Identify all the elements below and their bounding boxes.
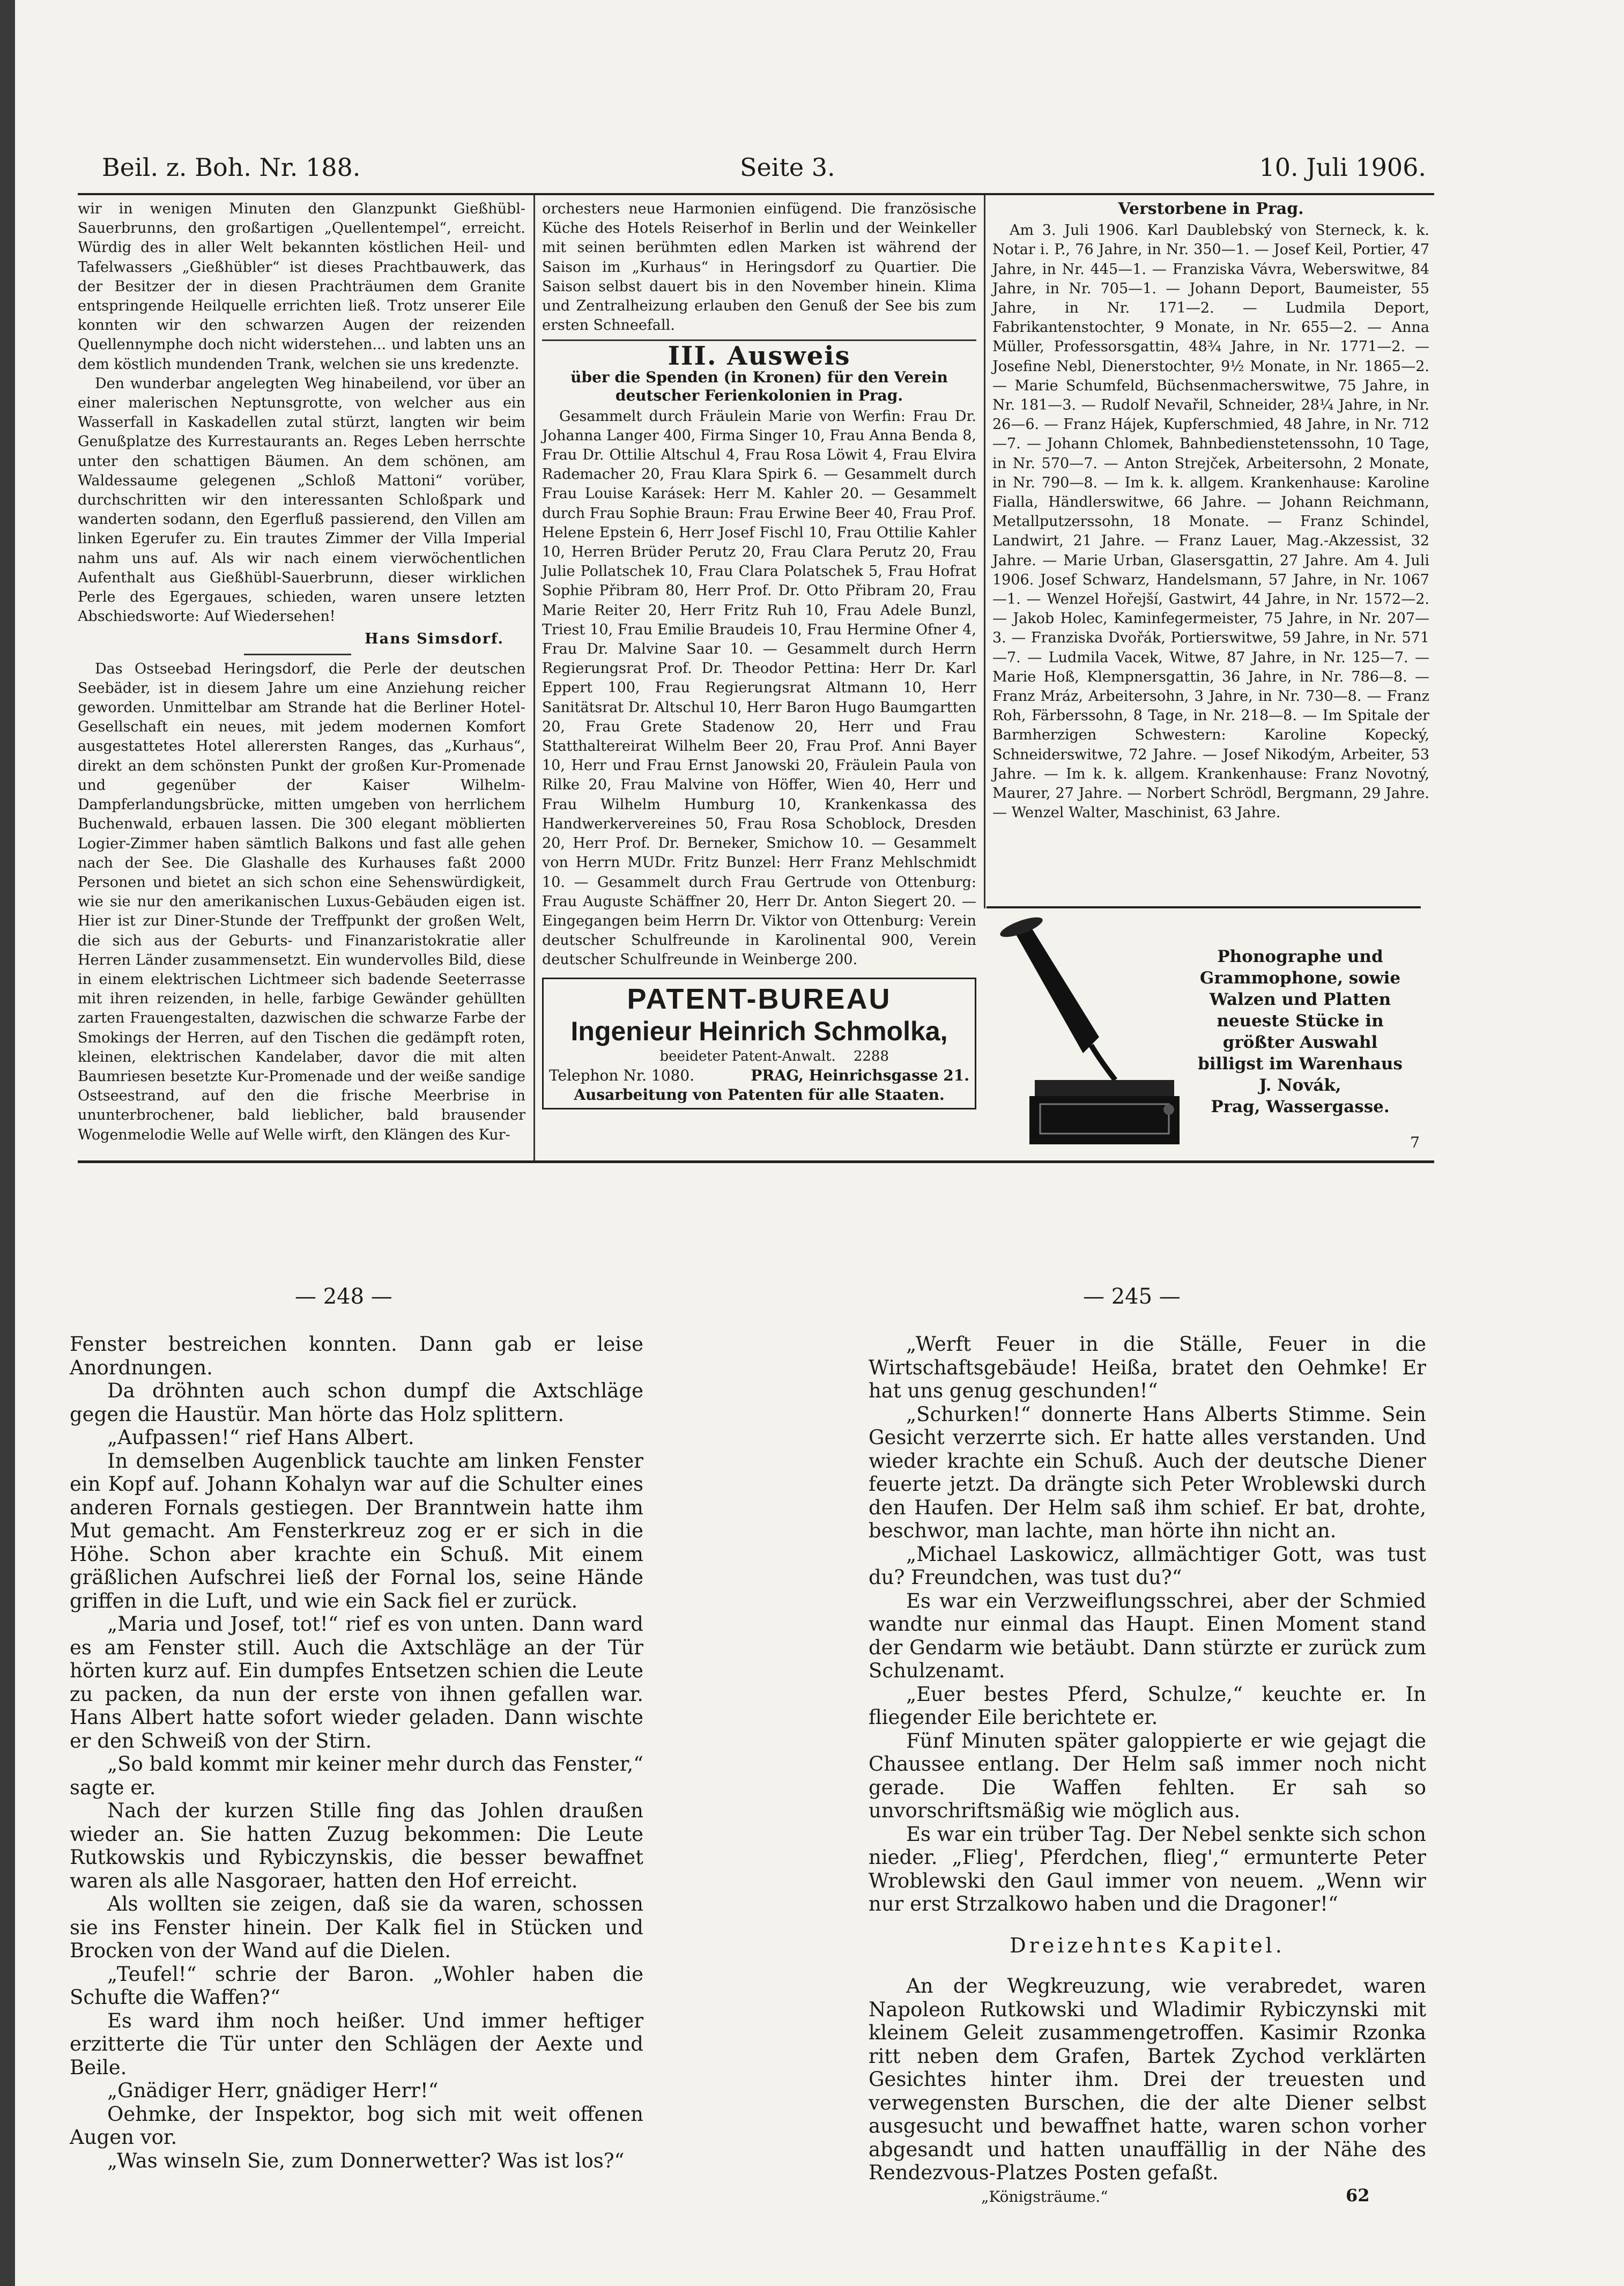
page-number-right: — 245 — xyxy=(1083,1284,1181,1309)
article-paragraph: Das Ostseebad Heringsdorf, die Perle der deutschen Seebäder, ist in diesem Jahre um eine Anziehung reicher geworden. Unmittelbar am Strande hat die Berliner Hotel-Gesellschaft ein neues, mit jedem modernen Komfort ausgestattetes Hotel allerersten Ranges, das „Kurhaus“, direkt an dem schönsten Punkt der großen Kur-Promenade und gegenüber der Kaiser Wilhelm-Dampferlandungsbrücke, mitten umgeben von herrlichem Buchenwald, erbauen lassen. Die 300 elegant möblierten Logier-Zimmer haben sämtlich Balkons und fast alle gehen nach der See. Die Glashalle des Kurhauses faßt 2000 Personen und bietet an sich schon eine Sehenswürdigkeit, wie sie nur den amerikanischen Luxus-Gebäuden eigen ist. Hier ist zur Diner-Stunde der Treffpunkt der großen Welt, die sich aus der Geburts- und Finanzaristokratie aller Herren Länder zusammensetzt. Ein wundervolles Bild, diese in einem elektrischen Lichtmeer sich badende Seeterrasse mit ihren reizenden, in helle, farbige Gewänder gehüllten zarten Frauengestalten, dazwischen die schwarze Farbe der Smokings der Herren, auf den Tischen die gedämpft roten, kleinen, elektrischen Kandelaber, davor die mit alten Baumriesen besetzte Kur-Promenade und der weiße sandige Ostseestrand, auf den die frische Meerbrise in ununterbrochener, bald lieblicher, bald brausender Wogenmelodie Welle auf Welle wirft, den Klängen des Kur- xyxy=(78,660,525,1143)
article-paragraph: Den wunderbar angelegten Weg hinabeilend, vor über an einer malerischen Neptunsgrotte, von welcher aus ein Wasserfall in Kaskadellen zutal stürzt, langten wir beim Genußplatze des Kurrestaurants an. Reges Leben herrschte unter den schattigen Bäumen. An dem schönen, am Waldessaume gelegenen „Schloß Mattoni“ vorüber, durchschritten wir den interessanten Schloßpark und wanderten sodann, den Egerfluß passierend, den Villen am linken Egerufer zu. Ein trautes Zimmer der Villa Imperial nahm uns auf. Als wir nach einem vierwöchentlichen Aufenthalt aus Gießhübl-Sauerbrunn, dieser wirklichen Perle des Egergaues, schieden, waren unsere letzten Abschiedsworte: Auf Wiedersehen! xyxy=(78,375,525,625)
novel-paragraph: Oehmke, der Inspektor, bog sich mit weit offenen Augen vor. xyxy=(70,2102,643,2149)
novel-paragraph: Es war ein trüber Tag. Der Nebel senkte sich schon nieder. „Flieg', Pferdchen, flieg',“ ermunterte Peter Wroblewski den Gaul immer von neuem. „Wenn wir nur erst Strzalkowo haben und die Dragoner!“ xyxy=(869,1822,1426,1915)
header-right: 10. Juli 1906. xyxy=(1259,153,1426,182)
deaths-title: Verstorbene in Prag. xyxy=(1118,199,1304,218)
ad-subtitle: beeideter Patent-Anwalt. 2288 xyxy=(659,1048,889,1064)
article-signature: Hans Simsdorf. xyxy=(365,631,504,648)
novel-paragraph: „Teufel!“ schrie der Baron. „Wohler haben die Schufte die Waffen?“ xyxy=(70,1962,643,2009)
novel-paragraph: „Was winseln Sie, zum Donnerwetter? Was ist los?“ xyxy=(107,2149,625,2172)
column-3 xyxy=(992,199,1429,902)
novel-paragraph: Es war ein Verzweiflungsschrei, aber der Schmied wandte nur einmal das Haupt. Einen Moment stand der Gendarm wie betäubt. Dann stürzte er zurück zum Schulzenamt. xyxy=(869,1589,1426,1682)
ad-code: 2288 xyxy=(853,1048,889,1064)
column-rule xyxy=(984,195,985,908)
novel-paragraph: Nach der kurzen Stille fing das Johlen draußen wieder an. Sie hatten Zuzug bekommen: Die Leute Rutkowskis und Rybiczynskis, die besser bewaffnet waren als alle Nasgoraer, hatten den Hof erreicht. xyxy=(70,1799,643,1892)
header-center: Seite 3. xyxy=(740,153,835,182)
novel-paragraph: „Schurken!“ donnerte Hans Alberts Stimme. Sein Gesicht verzerrte sich. Er hatte alles verstanden. Und wieder krachte ein Schuß. Auch der deutsche Diener feuerte jetzt. Da drängte sich Peter Wroblewski durch den Haufen. Der Helm saß ihm schief. Er bat, drohte, beschwor, man lachte, man hörte ihn nicht an. xyxy=(869,1402,1426,1542)
deaths-list: Am 3. Juli 1906. Karl Daublebský von Sterneck, k. k. Notar i. P., 76 Jahre, in Nr. 350—1. — Josef Keil, Portier, 47 Jahre, in Nr. 445—1. — Franziska Vávra, Weberswitwe, 84 Jahre, in Nr. 705—1. — Johann Deport, Baumeister, 55 Jahre, in Nr. 171—2. — Ludmila Deport, Fabrikantenstochter, 9 Monate, in Nr. 655—2. — Anna Müller, Professorsgattin, 48¾ Jahre, in Nr. 1771—2. — Josefine Nebl, Dienerstochter, 9½ Monate, in Nr. 1865—2. — Marie Schumfeld, Büchsenmacherswitwe, 75 Jahre, in Nr. 181—3. — Rudolf Nevařil, Schneider, 28¼ Jahre, in Nr. 26—6. — Franz Hájek, Kupferschmied, 48 Jahre, in Nr. 712—7. — Johann Chlomek, Bahnbedienstetenssohn, 10 Tage, in Nr. 570—7. — Anton Strejček, Arbeitersohn, 2 Monate, in Nr. 790—8. — Im k. k. allgem. Krankenhause: Karoline Fialla, Händlerswitwe, 66 Jahre. — Johann Reichmann, Metallputzerssohn, 18 Monate. — Franz Schindel, Landwirt, 21 Jahre. — Franz Lauer, Mag.-Akzessist, 32 Jahre. — Marie Urban, Glasersgattin, 27 Jahre. Am 4. Juli 1906. Josef Schwarz, Handelsmann, 57 Jahre, in Nr. 1067—1. — Wenzel Hořejší, Gastwirt, 44 Jahre, in Nr. 1572—2. — Jakob Holec, Kaminfegermeister, 75 Jahre, in Nr. 207—3. — Franziska Dvořák, Portierswitwe, 59 Jahre, in Nr. 571—7. — Ludmila Vacek, Witwe, 87 Jahre, in Nr. 125—7. — Marie Hoß, Klempnersgattin, 36 Jahre, in Nr. 786—8. — Franz Mráz, Arbeitersohn, 3 Jahre, in Nr. 730—8. — Franz Roh, Färberssohn, 8 Tage, in Nr. 218—8. — Im Spitale der Barmherzigen Schwestern: Karoline Kopecký, Schneiderswitwe, 72 Jahre. — Josef Nikodým, Arbeiter, 53 Jahre. — Im k. k. allgem. Krankenhause: Franz Novotný, Maurer, 27 Jahre. — Norbert Schrödl, Bergmann, 29 Jahre. — Wenzel Walter, Maschinist, 63 Jahre. xyxy=(992,222,1429,822)
column-2 xyxy=(542,199,976,1157)
novel-paragraph: Fenster bestreichen konnten. Dann gab er leise Anordnungen. xyxy=(70,1333,643,1379)
page-number-left: — 248 — xyxy=(295,1284,392,1309)
column-1 xyxy=(78,199,525,1157)
novel-paragraph: „Werft Feuer in die Ställe, Feuer in die Wirtschaftsgebäude! Heißa, bratet den Oehmke! Er hat uns genug geschunden!“ xyxy=(869,1333,1426,1402)
footer-title: „Königsträume.“ xyxy=(981,2188,1108,2206)
novel-page-248 xyxy=(70,1333,643,2172)
divider xyxy=(244,654,351,655)
ad-name: Ingenieur Heinrich Schmolka, xyxy=(570,1016,948,1046)
scan-edge xyxy=(0,0,15,2286)
ausweis-text: Gesammelt durch Fräulein Marie von Werfin: Frau Dr. Johanna Langer 400, Firma Singer 10, Frau Anna Benda 8, Frau Dr. Ottilie Altschul 4, Frau Rosa Löwit 4, Frau Elvira Rademacher 20, Frau Klara Spirk 6. — Gesammelt durch Frau Louise Karásek: Herr M. Kahler 20. — Gesammelt durch Frau Sophie Braun: Frau Erwine Beer 40, Frau Prof. Helene Epstein 6, Herr Josef Fischl 10, Frau Ottilie Kahler 10, Herren Brüder Perutz 20, Frau Clara Perutz 20, Frau Julie Pollatschek 10, Frau Clara Polatschek 5, Frau Hofrat Sophie Přibram 80, Herr Prof. Dr. Otto Přibram 20, Frau Marie Reiter 20, Herr Fritz Ruh 10, Frau Adele Bunzl, Triest 10, Frau Emilie Braudeis 10, Frau Hermine Ofner 4, Frau Dr. Malvine Saar 10. — Gesammelt durch Herrn Regierungsrat Prof. Dr. Theodor Pettina: Herr Dr. Karl Eppert 100, Frau Regierungsrat Altmann 10, Herr Sanitätsrat Dr. Altschul 10, Herr Baron Hugo Baumgartten 20, Frau Grete Stadenow 20, Herr und Frau Statthaltereirat Wilhelm Beer 20, Frau Prof. Anni Bayer 10, Herr und Frau Ernst Janowski 20, Fräulein Paula von Rilke 20, Frau Malvine von Höffer, Wien 40, Herr und Frau Wilhelm Humburg 10, Krankenkassa des Handwerkervereines 50, Frau Rosa Schoblock, Dresden 20, Herr Prof. Dr. Berneker, Smichow 10. — Gesammelt von Herrn MUDr. Fritz Bunzel: Herr Franz Mehlschmidt 10. — Gesammelt durch Frau Gertrude von Ottenburg: Frau Auguste Schäffner 20, Herr Dr. Anton Siegert 20. — Eingegangen beim Herrn Dr. Viktor von Ottenburg: Verein deutscher Schulfreunde in Karolinental 900, Verein deutscher Schulfreunde in Weinberge 200. xyxy=(542,408,976,968)
article-paragraph: wir in wenigen Minuten den Glanzpunkt Gießhübl-Sauerbrunns, den großartigen „Quellentempel“, erreicht. Würdig des in aller Welt bekannten köstlichen Heil- und Tafelwassers „Gießhübler“ ist dieses Prachtbauwerk, das der Besitzer der in diesen Prachträumen dem Granite entspringende Heilquelle errichten ließ. Trotz unserer Eile konnten wir den schwarzen Augen der reizenden Quellennymphe doch nicht widerstehen... und labten uns an dem köstlich mundenden Trank, welchen sie uns kredenzte. xyxy=(78,201,525,373)
ad-slogan: Ausarbeitung von Patenten für alle Staaten. xyxy=(574,1085,945,1104)
ad-title: PATENT-BUREAU xyxy=(627,982,892,1015)
ad-contact xyxy=(549,1066,969,1085)
novel-paragraph: Als wollten sie zeigen, daß sie da waren, schossen sie ins Fenster hinein. Der Kalk fiel in Stücken und Brocken von der Wand auf die Dielen. xyxy=(70,1892,643,1962)
novel-paragraph: „Gnädiger Herr, gnädiger Herr!“ xyxy=(107,2079,439,2102)
gramophone-ad xyxy=(987,906,1421,1182)
ad-number: 7 xyxy=(1410,1134,1420,1151)
novel-paragraph: „Euer bestes Pferd, Schulze,“ keuchte er. In fliegender Eile berichtete er. xyxy=(869,1682,1426,1729)
gramophone-ad-text: Phonographe und Grammophone, sowie Walzen und Platten neueste Stücke in größter Auswahl billigst im Warenhaus J. Novák, Prag, Wassergasse. xyxy=(1198,947,1403,1116)
article-paragraph: orchesters neue Harmonien einfügend. Die französische Küche des Hotels Reiserhof in Berlin und der Weinkeller mit seinen berühmten edlen Marken ist während der Saison im „Kurhaus“ in Heringsdorf zu Quartier. Die Saison selbst dauert bis in den November hinein. Klima und Zentralheizung erlauben den Genuß der See bis zum ersten Schneefall. xyxy=(542,201,976,334)
novel-paragraph: „Maria und Josef, tot!“ rief es von unten. Dann ward es am Fenster still. Auch die Axtschläge an der Tür hörten kurz auf. Ein dumpfes Entsetzen schien die Leute zu packen, da nun der erste von ihnen gefallen war. Hans Albert hatte sofort wieder geladen. Dann wischte er den Schweiß von der Stirn. xyxy=(70,1612,643,1752)
ad-phone: Telephon Nr. 1080. xyxy=(549,1066,695,1084)
ad-address: PRAG, Heinrichsgasse 21. xyxy=(751,1066,969,1084)
novel-paragraph: Da dröhnten auch schon dumpf die Axtschläge gegen die Haustür. Man hörte das Holz splittern. xyxy=(70,1379,643,1426)
novel-paragraph: Es ward ihm noch heißer. Und immer heftiger erzitterte die Tür unter den Schlägen der Aexte und Beile. xyxy=(70,2009,643,2079)
footer-number: 62 xyxy=(1346,2185,1370,2206)
page-header xyxy=(102,153,1426,190)
novel-paragraph: „Michael Laskowicz, allmächtiger Gott, was tust du? Freundchen, was tust du?“ xyxy=(869,1542,1426,1589)
chapter-heading: Dreizehntes Kapitel. xyxy=(1010,1933,1285,1957)
column-rule xyxy=(533,195,535,1160)
ausweis-title: III. Ausweis xyxy=(668,341,851,372)
ausweis-subtitle: über die Spenden (in Kronen) für den Verein deutscher Ferienkolonien in Prag. xyxy=(570,368,948,404)
header-left: Beil. z. Boh. Nr. 188. xyxy=(102,153,361,182)
novel-paragraph: „Aufpassen!“ rief Hans Albert. xyxy=(107,1426,414,1449)
novel-paragraph: Fünf Minuten später galoppierte er wie gejagt die Chaussee entlang. Der Helm saß immer noch nicht gerade. Die Waffen fehlten. Er sah so unvorschriftsmäßig wie möglich aus. xyxy=(869,1729,1426,1822)
novel-paragraph: In demselben Augenblick tauchte am linken Fenster ein Kopf auf. Johann Kohalyn war auf die Schulter eines anderen Fornals gestiegen. Der Branntwein hatte ihm Mut gemacht. Am Fensterkreuz zog er er sich in die Höhe. Schon aber krachte ein Schuß. Mit einem gräßlichen Aufschrei ließ der Fornal los, seine Hände griffen in die Luft, und wie ein Sack fiel er zurück. xyxy=(70,1449,643,1612)
gramophone-icon xyxy=(992,919,1185,1144)
novel-page-245 xyxy=(869,1333,1426,2184)
novel-paragraph: An der Wegkreuzung, wie verabredet, waren Napoleon Rutkowski und Wladimir Rybiczynski mit kleinem Geleit zusammengetroffen. Kasimir Rzonka ritt neben dem Grafen, Bartek Zychod verklärten Gesichtes hinter ihm. Drei der treuesten und verwegensten Burschen, die der alte Diener selbst ausgesucht und bewaffnet hatte, waren schon vorher abgesandt und hatten unauffällig in der Nähe des Rendezvous-Platzes Posten gefaßt. xyxy=(869,1974,1426,2184)
novel-paragraph: „So bald kommt mir keiner mehr durch das Fenster,“ sagte er. xyxy=(70,1752,643,1799)
patent-bureau-ad xyxy=(542,978,976,1110)
